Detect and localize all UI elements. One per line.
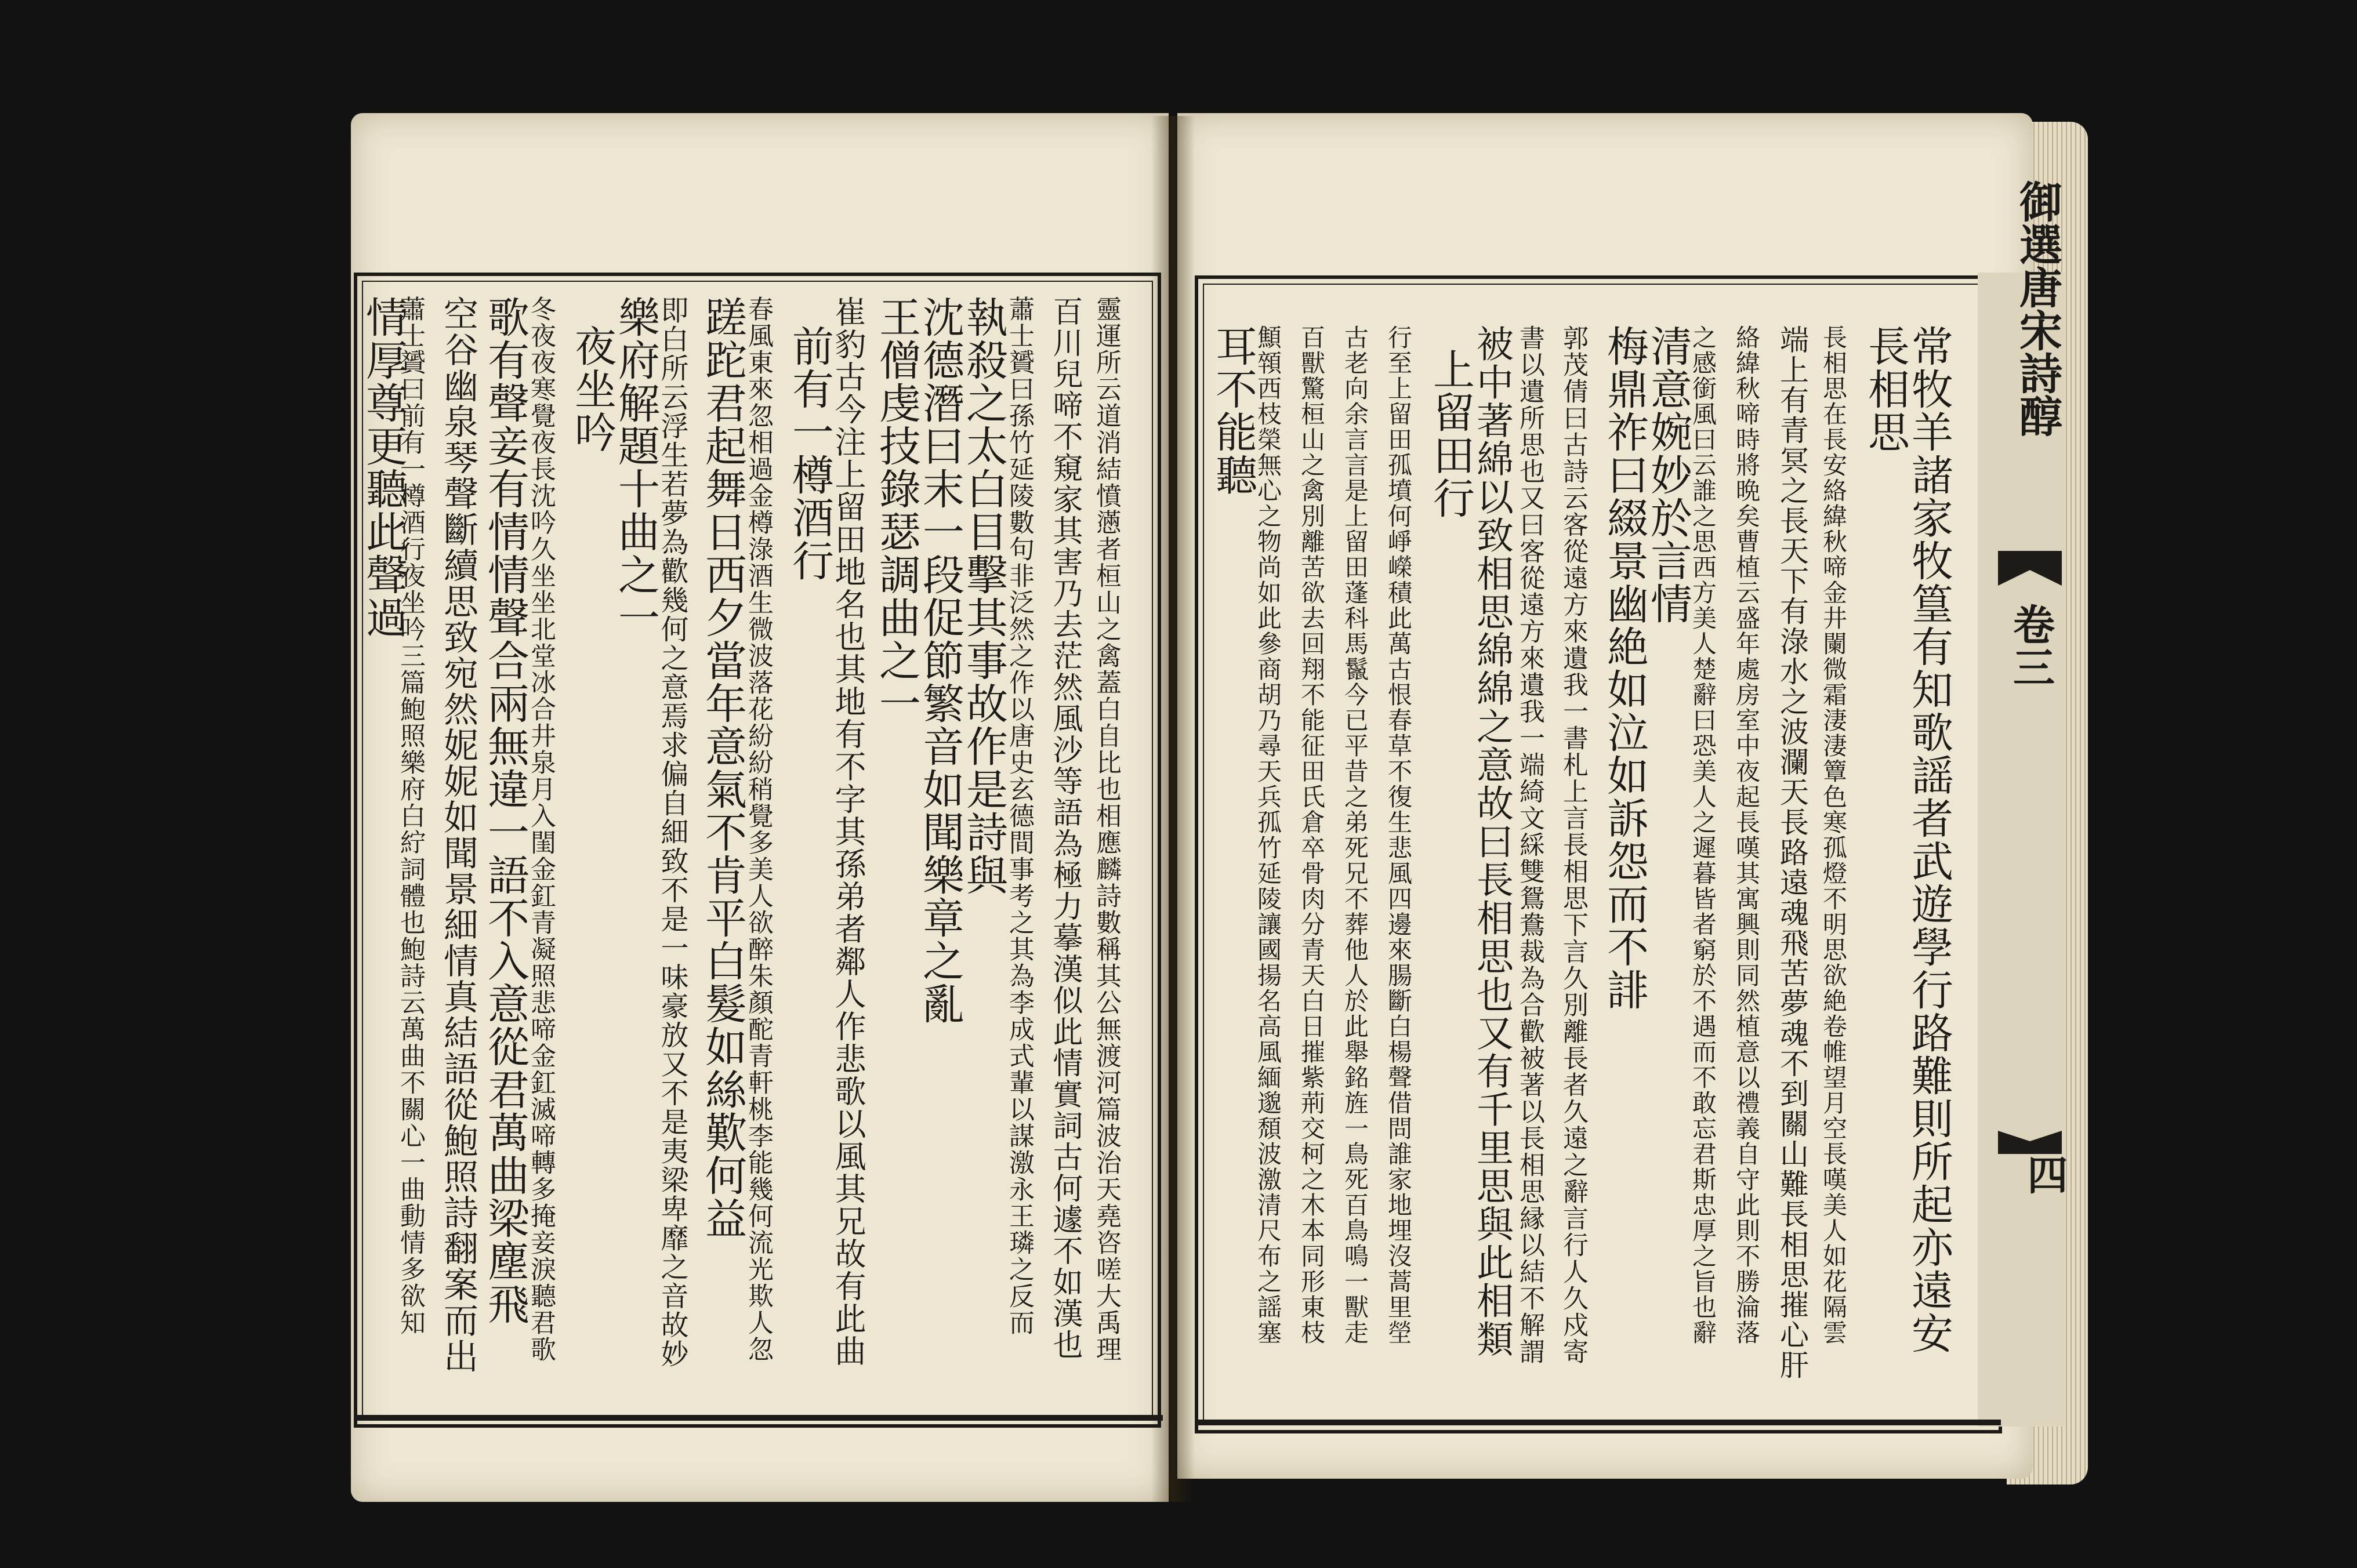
right-col-9: 郭茂倩曰古詩云客從遠方來遺我一書札上言長相思下言久別離長者久遠之辭言行人久戍寄	[1558, 325, 1588, 1365]
left-col-2: 百川兒啼不窺家其害乃去茫然風沙等語為極力摹漢似此情實詞古何遽不如漢也	[1047, 296, 1082, 1360]
right-col-6: 之感銜風曰云誰之思西方美人楚辭曰恐美人之遲暮皆者窮於不遇而不敢忘君斯忠厚之旨也辭	[1689, 325, 1717, 1345]
right-col-17: 耳不能聽	[1209, 325, 1257, 496]
left-col-6: 王僧虔技錄瑟調曲之一	[872, 296, 921, 725]
volume-label: 卷三	[2006, 603, 2055, 689]
left-col-3: 蕭士贇曰孫竹延陵數句非泛然之作以唐史玄德間事考之其為李成式輩以謀激永王璘之反而	[1005, 296, 1034, 1336]
left-col-8: 前有一樽酒行	[785, 325, 834, 582]
right-col-7: 清意婉妙於言情	[1644, 325, 1692, 625]
right-col-1: 常牧羊諸家牧篁有知歌謡者武遊學行路難則所起亦遠安	[1905, 325, 1953, 1355]
right-col-3: 長相思在長安絡緯秋啼金井闌微霜淒淒簟色寒孤燈不明思欲絶卷帷望月空長嘆美人如花隔雲	[1819, 325, 1848, 1345]
left-bottom-rule	[354, 1415, 1163, 1421]
right-col-5: 絡緯秋啼時將晩矣曹植云盛年處房室中夜起長嘆其寓興則同然植意以禮義自守此則不勝淪落	[1732, 325, 1761, 1345]
left-col-12: 樂府解題十曲之一	[611, 296, 660, 639]
page-number: 四	[2021, 1154, 2069, 1195]
left-col-10: 蹉跎君起舞日西夕當年意氣不肯平白髮如絲歎何益	[698, 296, 747, 1240]
left-col-16: 空谷幽泉琴聲斷續思致宛然妮妮如聞景細情真結語從鮑照詩翻案而出	[438, 296, 478, 1374]
center-strip	[1978, 273, 2065, 1427]
left-col-9: 春風東來忽相過金樽淥酒生微波落花紛紛稍覺多美人欲醉朱顏酡青軒桃李能幾何流光欺人忽	[744, 296, 773, 1363]
left-col-5: 沈德潛曰末一段促節繁音如聞樂章之亂	[916, 296, 964, 1025]
right-col-2: 長相思	[1861, 325, 1910, 453]
left-col-4: 執殺之太白目擊其事故作是詩與	[959, 296, 1008, 896]
right-col-12: 上留田行	[1426, 348, 1475, 520]
left-col-13: 夜坐吟	[568, 325, 617, 453]
left-col-7: 崔豹古今注上留田地名也其地有不字其孫弟者鄰人作悲歌以風其兄故有此曲	[830, 296, 866, 1367]
right-col-8: 梅鼎祚曰綴景幽絶如泣如訴怨而不誹	[1600, 325, 1649, 1011]
right-col-4: 端上有青冥之長天下有淥水之波瀾天長路遠魂飛苦夢魂不到關山難長相思摧心肝	[1775, 325, 1809, 1380]
right-col-15: 百獸驚桓山之禽別離苦欲去回翔不能征田氏倉卒骨肉分青天白日摧紫荊交柯之木本同形東枝	[1297, 325, 1326, 1345]
left-col-14: 冬夜夜寒覺夜長沈吟久坐坐北堂冰合井泉月入閨金釭青凝照悲啼金釭滅啼轉多掩妾淚聽君歌	[526, 296, 556, 1363]
left-col-17: 蕭士贇曰前有一樽酒行夜坐吟三篇鮑照樂府白紵詞體也鮑詩云萬曲不關心一曲動情多欲知	[396, 296, 425, 1336]
book-title: 御選唐宋詩醇	[2012, 180, 2062, 437]
left-col-15: 歌有聲妾有情情聲合兩無違一語不入意從君萬曲梁塵飛	[481, 296, 530, 1326]
right-col-16: 顦顇西枝榮無心之物尚如此參商胡乃尋天兵孤竹延陵讓國揚名高風緬邈頹波激清尺布之謡塞	[1254, 325, 1282, 1345]
left-col-1: 靈運所云道消結憤懣者桓山之禽蓋白自比也相應麟詩數稱其公無渡河篇波治天堯咨嗟大禹理	[1092, 296, 1121, 1363]
right-col-11: 被中著綿以致相思綿綿之意故曰長相思也又有千里思與此相類	[1470, 325, 1513, 1358]
left-col-18: 情厚尊更聽此聲過	[359, 296, 408, 639]
right-col-13: 行至上留田孤墳何崢嶸積此萬古恨春草不復生悲風四邊來腸斷白楊聲借問誰家地埋沒蒿里塋	[1384, 325, 1413, 1345]
right-col-10: 書以遺所思也又曰客從遠方來遺我一端綺文綵雙鴛鴦裁為合歡被著以長相思縁以結不解謂	[1515, 325, 1544, 1365]
right-col-14: 古老向余言言是上留田蓬科馬鬣今已平昔之弟死兄不葬他人於此舉銘旌一鳥死百鳥鳴一獸走	[1341, 325, 1369, 1345]
left-col-11: 即白所云浮生若夢為歡幾何之意焉求偏自細致不是一味豪放又不是夷梁卑靡之音故妙	[656, 296, 688, 1369]
right-bottom-rule	[1195, 1420, 2001, 1425]
